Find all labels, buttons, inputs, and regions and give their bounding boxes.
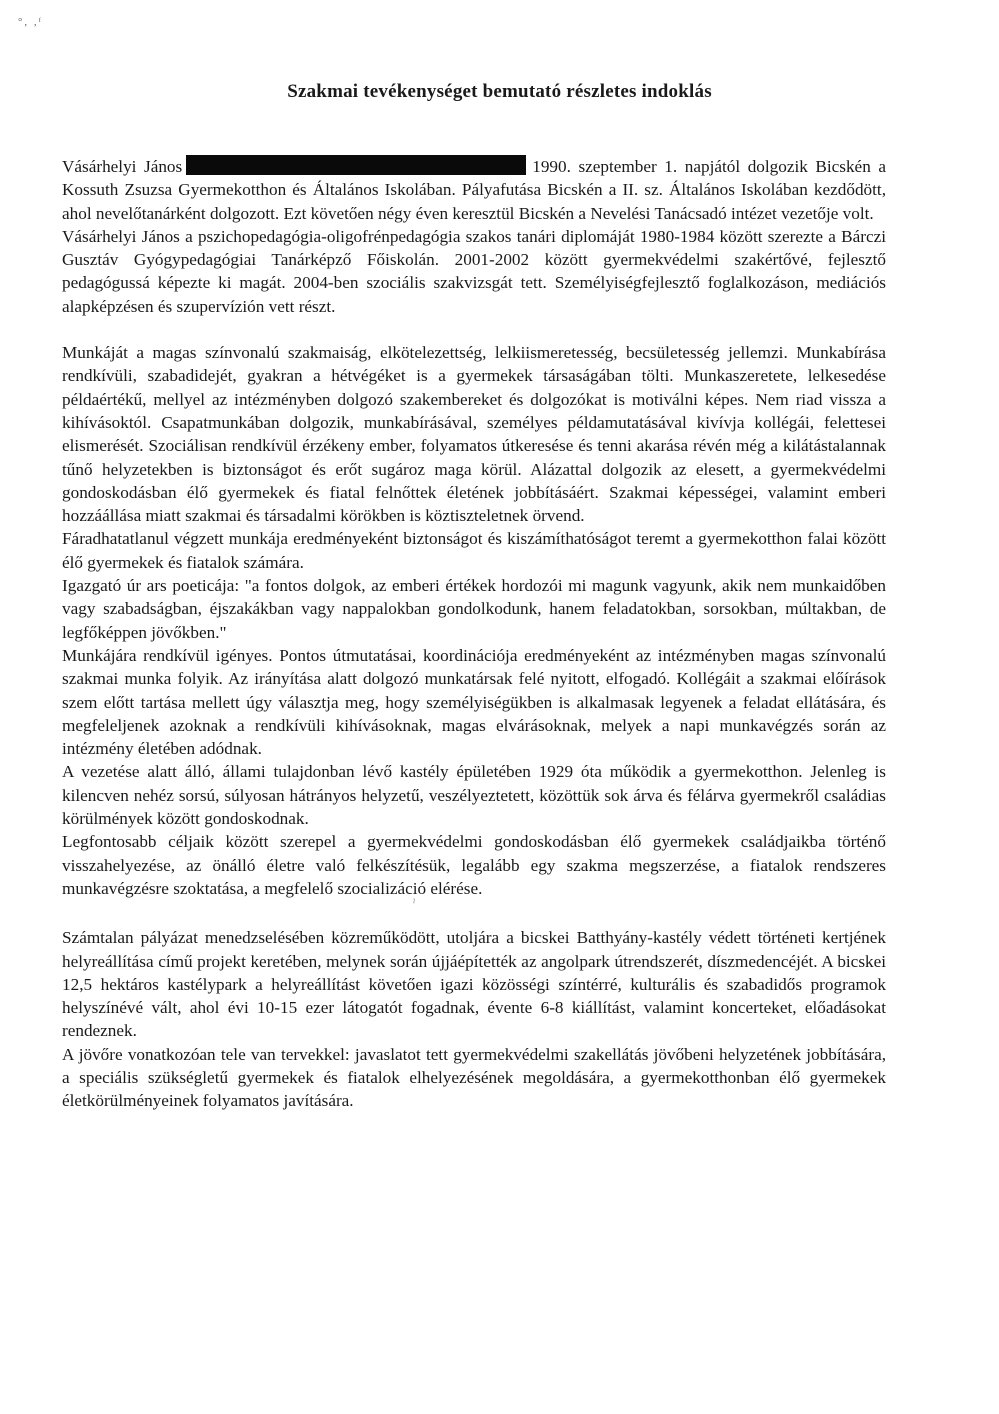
person-name: Vásárhelyi János [62, 157, 183, 176]
document-body [62, 155, 886, 1113]
paragraph: Munkáját a magas színvonalú szakmaiság, elkötelezettség, lelkiismeretesség, becsületesség jellemzi. Munkabírása rendkívüli, szabadidejét, gyakran a hétvégéket is a gyermekek társaságában tölti. Munkaszeretete, lelkesedése példaértékű, mellyel az intézményben dolgozó szakembereket és dolgozókat is motiválni képes. Nem riad vissza a kihívásoktól. Csapatmunkában dolgozik, munkabírásával, személyes példamutatásával kivívja kollégái, felettesei elismerését. Szociálisan rendkívül érzékeny ember, folyamatos útkeresése és tenni akarása révén még a kilátástalannak tűnő helyzetekben is biztonságot és erőt sugároz maga körül. Alázattal dolgozik az elesett, a gyermekvédelmi gondoskodásban élő gyermekek és fiatal felnőttek életének jobbításáért. Szakmai képességei, valamint emberi hozzáállása miatt szakmai és társadalmi körökben is köztiszteletnek örvend. [62, 343, 886, 526]
stray-mark: ˀ [412, 898, 416, 910]
paragraph: Számtalan pályázat menedzselésében közreműködött, utoljára a bicskei Batthyány-kastély védett történeti kertjének helyreállítása című projekt keretében, melynek során újjáépítették az angolpark útrendszerét, díszmedencéjét. A bicskei 12,5 hektáros kastélypark a helyreállítást követően igazi közösségi színtérré, kulturális és szabadidős programok helyszínévé vált, ahol évi 10-15 ezer látogatót fogadnak, évente 6-8 kiállítást, valamint koncerteket, előadásokat rendeznek. [62, 928, 886, 1041]
paragraph: Legfontosabb céljaik között szerepel a gyermekvédelmi gondoskodásban élő gyermekek családjaikba történő visszahelyezése, az önálló életre való felkészítésük, legalább egy szakma megszerzése, a fiatalok rendszeres munkavégzésre szoktatása, a megfelelő szocializáció elérése. [62, 832, 886, 898]
document-title: Szakmai tevékenységet bemutató részletes indoklás [287, 81, 712, 102]
paragraph: Igazgató úr ars poeticája: "a fontos dolgok, az emberi értékek hordozói mi magunk vagyunk, akik nem munkaidőben vagy szabadságban, éjszakákban vagy nappalokban gondolkodunk, hanem feladatokban, sorsokban, múltakban, de legfőképpen jövőkben." [62, 576, 886, 642]
redaction-bar [186, 155, 526, 175]
spacer [62, 900, 886, 926]
scan-marks: °, ,ᶠ [18, 16, 43, 28]
paragraph: Fáradhatatlanul végzett munkája eredményeként biztonságot és kiszámíthatóságot teremt a gyermekotthon falai között élő gyermekek és fiatalok számára. [62, 529, 886, 572]
intro-paragraph [62, 155, 886, 225]
paragraph: A vezetése alatt álló, állami tulajdonban lévő kastély épületében 1929 óta működik a gyermekotthon. Jelenleg is kilencven nehéz sorsú, súlyosan hátrányos helyzetű, veszélyeztetett, közöttük sok árva és félárva gyermekről családias körülmények között gondoskodnak. [62, 762, 886, 829]
spacer [62, 318, 886, 341]
paragraph: A jövőre vonatkozóan tele van tervekkel: javaslatot tett gyermekvédelmi szakellátás jövőbeni helyzetének jobbítására, a speciális szükségletű gyermekek és fiatalok elhelyezésének megoldására, a gyermekotthonban élő gyermekek életkörülményeinek folyamatos javítására. [62, 1044, 886, 1111]
paragraph: Vásárhelyi János a pszichopedagógia-oligofrénpedagógia szakos tanári diplomáját 1980-1984 között szerezte a Bárczi Gusztáv Gyógypedagógiai Tanárképző Főiskolán. 2001-2002 között gyermekvédelmi szakértővé, fejlesztő pedagógussá képezte ki magát. 2004-ben szociális szakvizsgát tett. Személyiségfejlesztő foglalkozáson, mediációs alapképzésen és szupervízión vett részt. [62, 226, 886, 316]
paragraph: Munkájára rendkívül igényes. Pontos útmutatásai, koordinációja eredményeként az intézményben magas színvonalú szakmai munka folyik. Az irányítása alatt dolgozó munkatársak felé nyitott, elfogadó. Kollégáit a szakmai előírások szem előtt tartása mellett úgy választja meg, hogy személyiségükben is alkalmasak legyenek a feladat ellátására, és megfeleljenek azoknak a rendkívüli kihívásoknak, magas elvárásoknak, melyek a napi munkavégzés során az intézmény életében adódnak. [62, 645, 886, 759]
intro-text: 1990. szeptember 1. napjától dolgozik Bicskén a Kossuth Zsuzsa Gyermekotthon és Általános Iskolában. Pályafutása Bicskén a II. sz. Általános Iskolában kezdődött, ahol nevelőtanárként dolgozott. Ezt követően négy éven keresztül Bicskén a Nevelési Tanácsadó intézet vezetője volt. [62, 157, 886, 223]
